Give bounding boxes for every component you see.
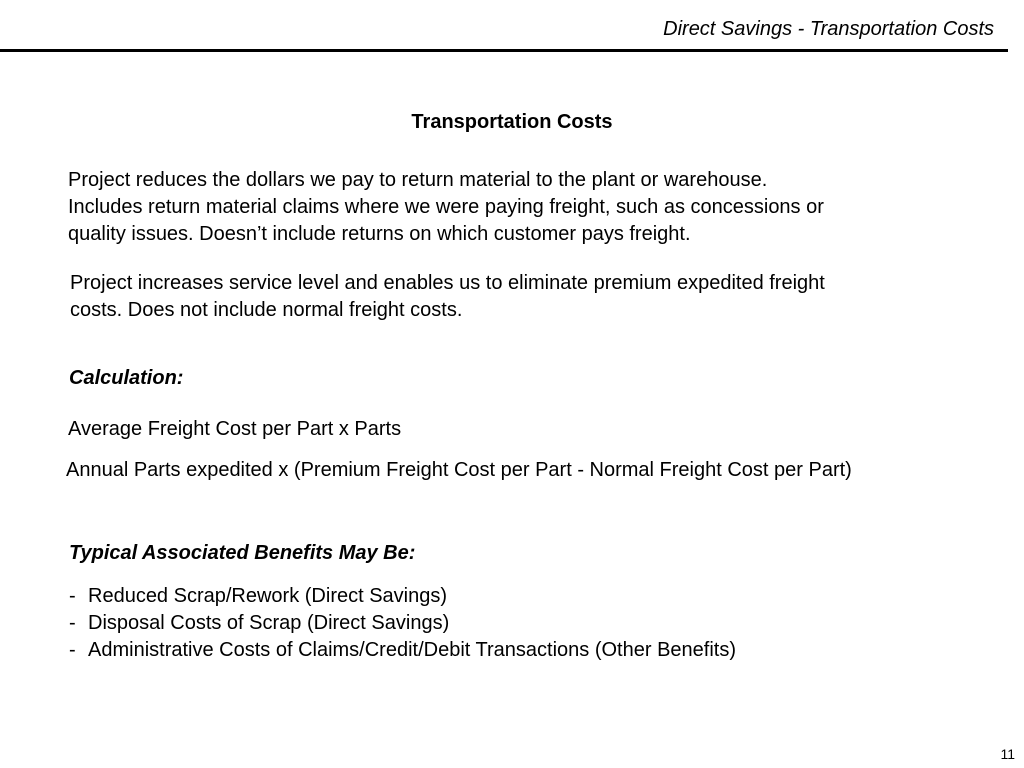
slide-header-title: Direct Savings - Transportation Costs [663,18,994,40]
benefit-item-scrap-rework [69,583,736,610]
benefits-list [69,583,736,664]
list-dash: - [69,585,76,607]
section-title: Transportation Costs [411,111,613,133]
benefits-heading: Typical Associated Benefits May Be: [69,542,416,564]
page-number: 11 [1000,746,1015,762]
formula-average-freight: Average Freight Cost per Part x Parts [68,418,402,440]
benefit-text: Administrative Costs of Claims/Credit/Debit Transactions (Other Benefits) [88,639,736,661]
benefit-item-administrative-costs [69,637,736,664]
list-dash: - [69,612,76,634]
benefit-text: Disposal Costs of Scrap (Direct Savings) [88,612,450,634]
formula-expedited-parts: Annual Parts expedited x (Premium Freight Cost per Part - Normal Freight Cost per Part) [66,459,852,481]
calculation-heading: Calculation: [69,367,184,389]
list-dash: - [69,639,76,661]
header-divider [0,49,1008,52]
paragraph-return-material: Project reduces the dollars we pay to return material to the plant or warehouse. Includes return material claims where we were paying freight, such as concessions or quality issues. Doesn’t include returns on which customer pays freight. [68,169,824,245]
benefit-text: Reduced Scrap/Rework (Direct Savings) [88,585,448,607]
benefit-item-disposal-costs [69,610,736,637]
paragraph-expedited-freight: Project increases service level and enables us to eliminate premium expedited freight costs. Does not include normal freight costs. [70,272,825,321]
